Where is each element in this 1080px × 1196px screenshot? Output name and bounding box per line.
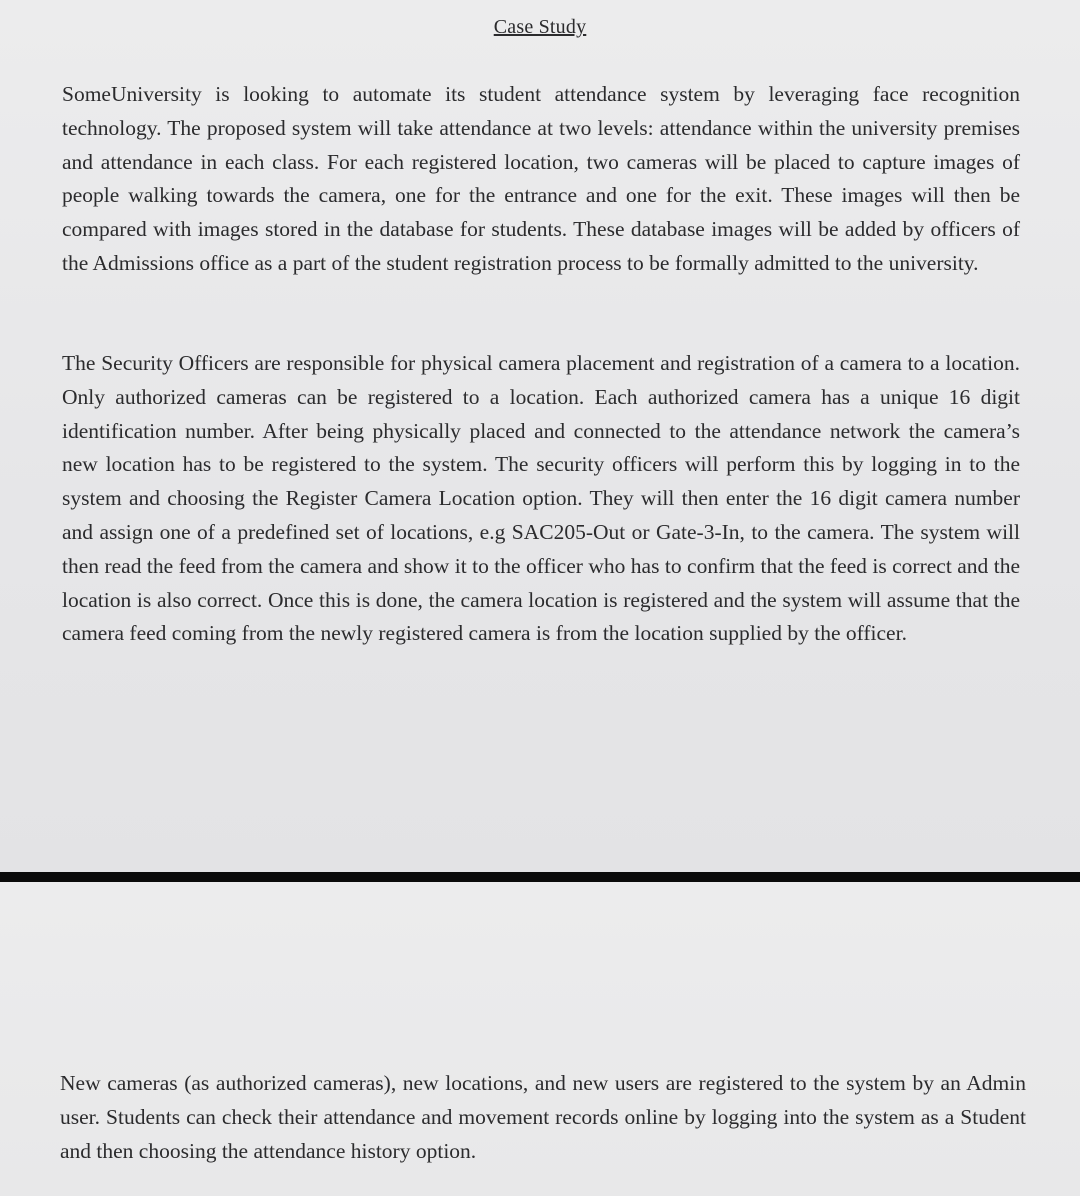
paragraph-admin-users: New cameras (as authorized cameras), new locations, and new users are registered to the system by an Admin user. Students can check their attendance and movement records online by logging into the system as a Student and then choosing the attendance history option. xyxy=(60,1071,1026,1163)
page-divider xyxy=(0,872,1080,882)
document-title: Case Study xyxy=(493,16,587,38)
paragraph-security-officers: The Security Officers are responsible for physical camera placement and registration of a camera to a location. Only authorized cameras can be registered to a location. Each authorized camera has a unique 16 digit identification number. After being physically placed and connected to the attendance network the camera’s new location has to be registered to the system. The security officers will perform this by logging in to the system and choosing the Register Camera Location option. They will then enter the 16 digit camera number and assign one of a predefined set of locations, e.g SAC205-Out or Gate-3-In, to the camera. The system will then read the feed from the camera and show it to the officer who has to confirm that the feed is correct and the location is also correct. Once this is done, the camera location is registered and the system will assume that the camera feed coming from the newly registered camera is from the location supplied by the officer. xyxy=(62,351,1020,646)
paragraph-overview: SomeUniversity is looking to automate its student attendance system by leveraging face recognition technology. The proposed system will take attendance at two levels: attendance within the university premises and attendance in each class. For each registered location, two cameras will be placed to capture images of people walking towards the camera, one for the entrance and one for the exit. These images will then be compared with images stored in the database for students. These database images will be added by officers of the Admissions office as a part of the student registration process to be formally admitted to the university. xyxy=(62,82,1020,275)
